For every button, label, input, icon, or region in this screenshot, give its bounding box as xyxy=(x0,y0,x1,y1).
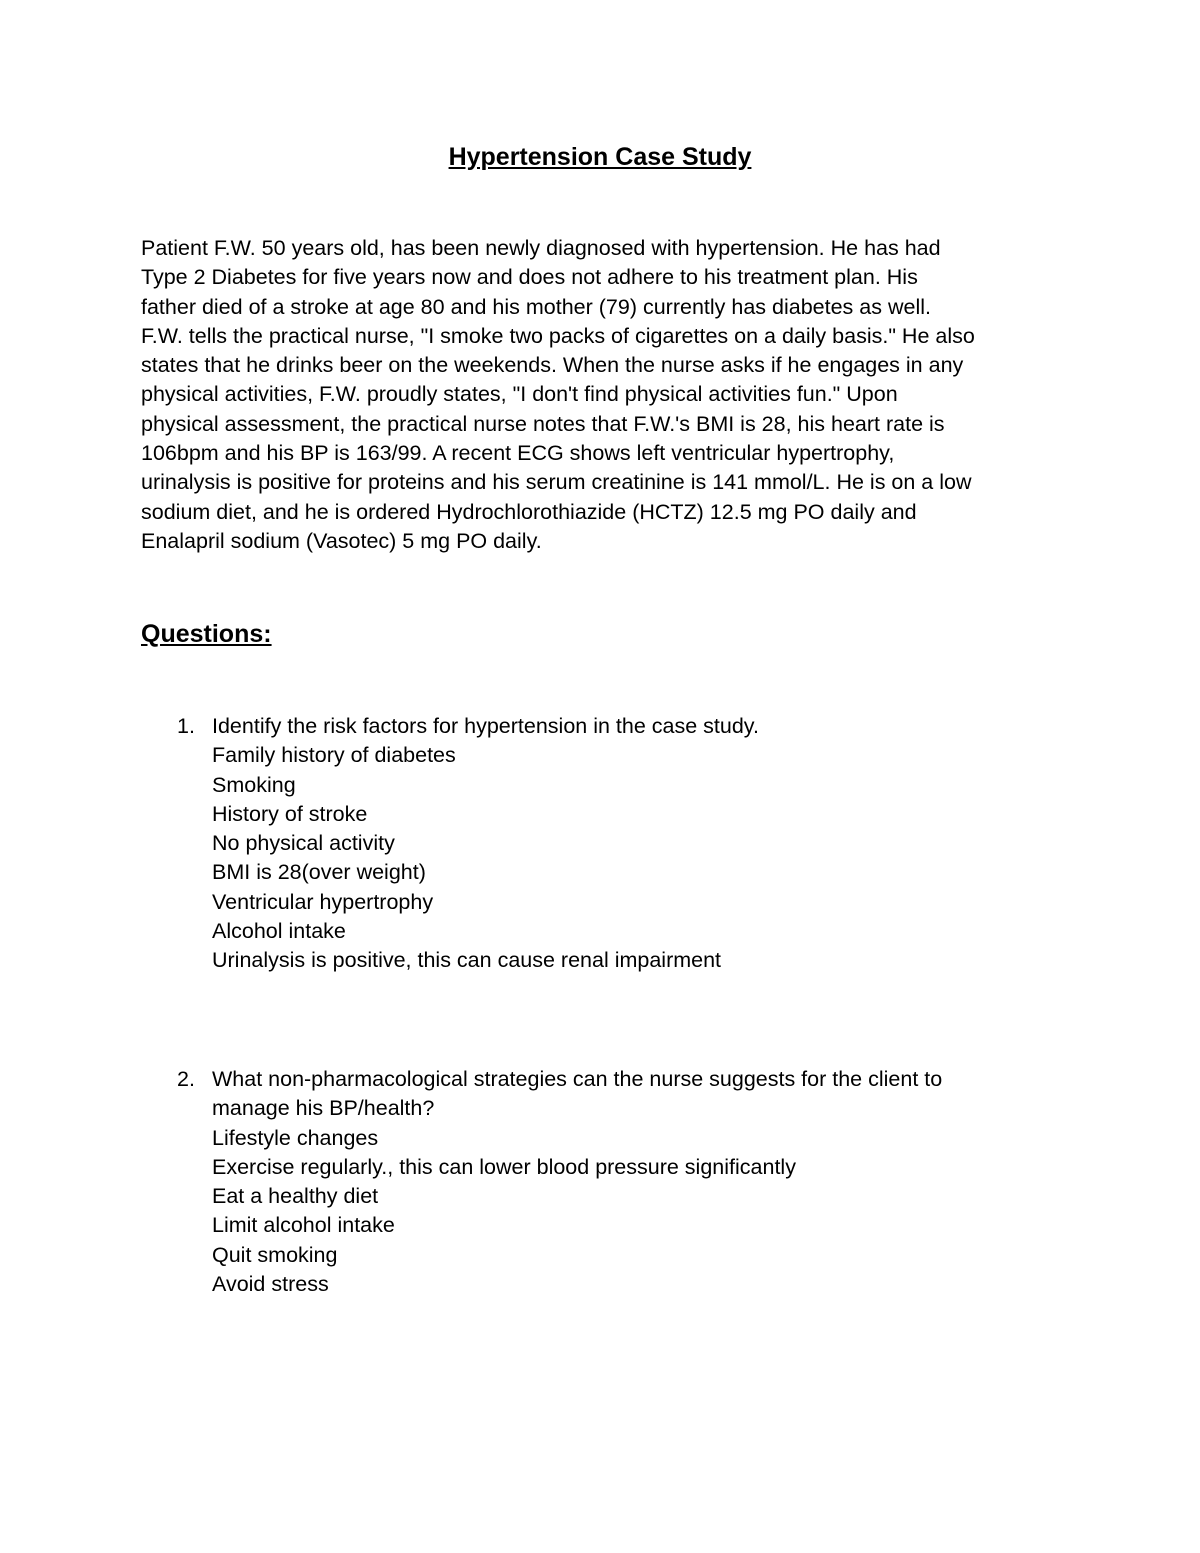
question-text: manage his BP/health? xyxy=(212,1096,435,1121)
answer-line: Limit alcohol intake xyxy=(212,1213,395,1238)
question-body xyxy=(212,1065,1081,1299)
answer-line: Urinalysis is positive, this can cause renal impairment xyxy=(212,948,722,973)
answer-line: Quit smoking xyxy=(212,1242,338,1267)
question-text: Identify the risk factors for hypertension in the case study. xyxy=(212,714,759,738)
question-number: 2. xyxy=(177,1067,195,1091)
case-line: physical assessment, the practical nurse notes that F.W.'s BMI is 28, his heart rate is xyxy=(141,411,945,436)
answer-line: Smoking xyxy=(212,772,296,797)
question-2 xyxy=(141,1065,1081,1299)
answer-line: Eat a healthy diet xyxy=(212,1184,379,1209)
answer-line: Exercise regularly., this can lower blood pressure significantly xyxy=(212,1154,796,1179)
case-line: states that he drinks beer on the weekends. When the nurse asks if he engages in any xyxy=(141,353,964,378)
answer-line: Lifestyle changes xyxy=(212,1125,379,1150)
answer-line: No physical activity xyxy=(212,831,395,856)
case-line: Type 2 Diabetes for five years now and does not adhere to his treatment plan. His xyxy=(141,265,918,290)
answer-line: Avoid stress xyxy=(212,1272,329,1297)
case-line: F.W. tells the practical nurse, "I smoke two packs of cigarettes on a daily basis." He also xyxy=(141,323,975,348)
answer-line: Ventricular hypertrophy xyxy=(212,889,434,914)
questions-heading: Questions: xyxy=(141,620,272,648)
case-description xyxy=(141,234,1071,556)
answer-line: BMI is 28(over weight) xyxy=(212,860,426,885)
question-number: 1. xyxy=(177,714,195,738)
document-title: Hypertension Case Study xyxy=(448,143,752,171)
case-line: sodium diet, and he is ordered Hydrochlorothiazide (HCTZ) 12.5 mg PO daily and xyxy=(141,499,917,524)
question-text: What non-pharmacological strategies can the nurse suggests for the client to xyxy=(212,1067,943,1091)
answer-line: Family history of diabetes xyxy=(212,743,456,768)
case-line: Patient F.W. 50 years old, has been newly diagnosed with hypertension. He has had xyxy=(141,236,941,260)
question-1 xyxy=(141,712,1081,976)
answer-line: History of stroke xyxy=(212,801,368,826)
case-line: urinalysis is positive for proteins and his serum creatinine is 141 mmol/L. He is on a low xyxy=(141,470,972,495)
case-line: Enalapril sodium (Vasotec) 5 mg PO daily. xyxy=(141,528,542,553)
case-line: physical activities, F.W. proudly states, "I don't find physical activities fun." Upon xyxy=(141,382,898,407)
answer-line: Alcohol intake xyxy=(212,919,346,944)
question-body xyxy=(212,712,1081,976)
case-line: 106bpm and his BP is 163/99. A recent ECG shows left ventricular hypertrophy, xyxy=(141,441,895,466)
case-line: father died of a stroke at age 80 and his mother (79) currently has diabetes as well. xyxy=(141,294,931,319)
